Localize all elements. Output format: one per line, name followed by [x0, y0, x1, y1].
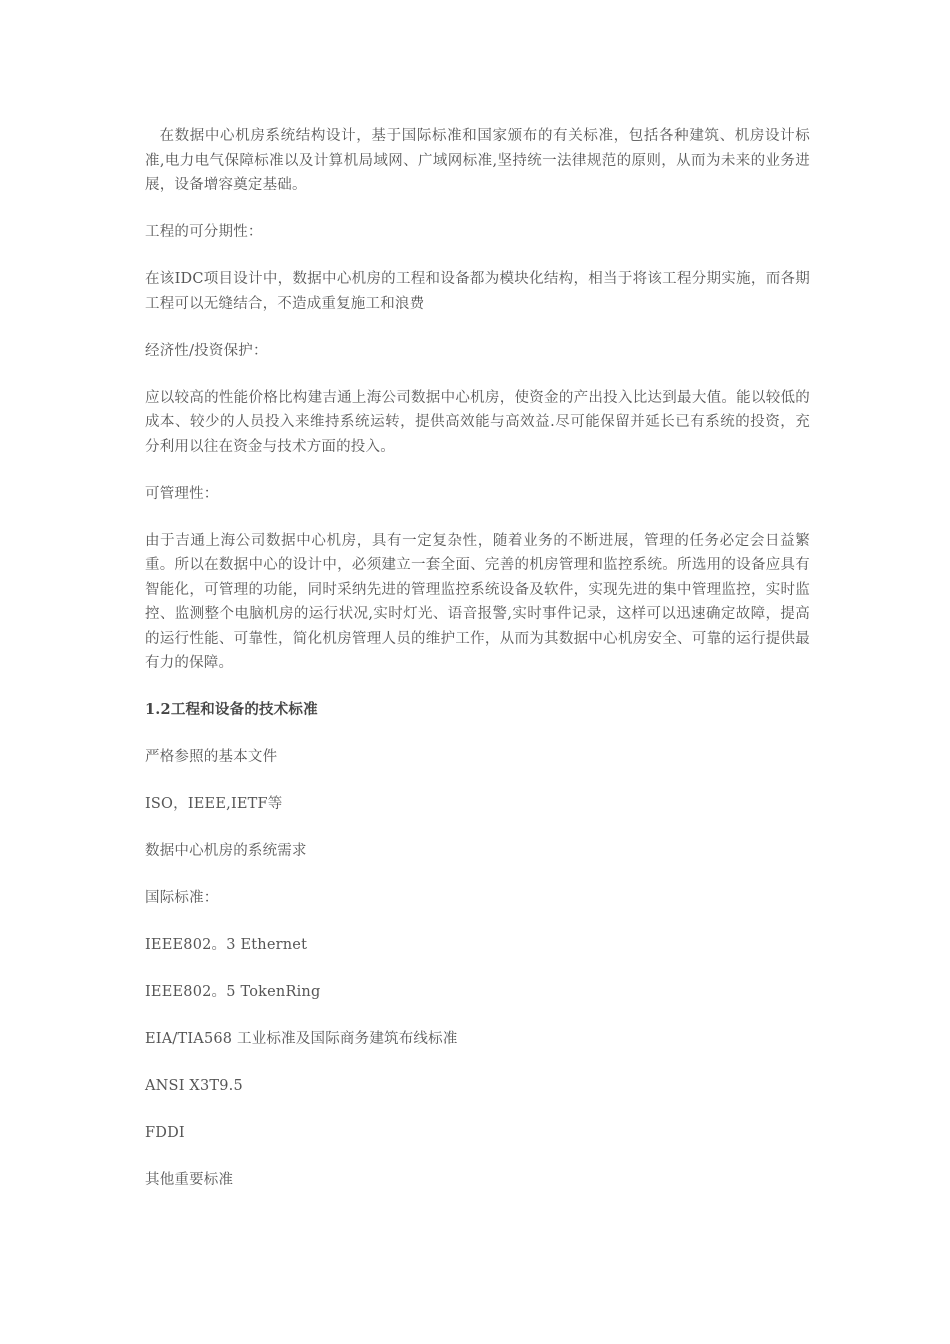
list-line: 严格参照的基本文件 — [145, 749, 278, 765]
list-line: 数据中心机房的系统需求 — [145, 843, 307, 859]
section-heading: 1.2工程和设备的技术标准 — [145, 701, 318, 718]
document-body — [145, 124, 810, 1215]
list-line: 其他重要标准 — [145, 1172, 234, 1188]
paragraph-design-standards: 在数据中心机房系统结构设计，基于国际标准和国家颁布的有关标准，包括各种建筑、机房设计标准,电力电气保障标准以及计算机局域网、广域网标准,坚持统一法律规范的原则，从而为未来的业务进展，设备增容奠定基础。 — [145, 128, 810, 193]
label-economy: 经济性/投资保护： — [145, 342, 268, 359]
list-line: FDDI — [145, 1125, 185, 1141]
list-line: IEEE802。3 Ethernet — [145, 937, 308, 953]
list-line: ANSI X3T9.5 — [145, 1078, 243, 1094]
list-line: ISO，IEEE,IETF等 — [145, 796, 283, 812]
paragraph-phasing: 在该IDC项目设计中，数据中心机房的工程和设备都为模块化结构，相当于将该工程分期实施，而各期工程可以无缝结合，不造成重复施工和浪费 — [145, 271, 810, 312]
paragraph-economy: 应以较高的性能价格比构建吉通上海公司数据中心机房，使资金的产出投入比达到最大值。能以较低的成本、较少的人员投入来维持系统运转，提供高效能与高效益.尽可能保留并延长已有系统的投资，充分利用以往在资金与技术方面的投入。 — [145, 389, 810, 455]
label-phasing: 工程的可分期性： — [145, 224, 263, 240]
paragraph-manageability: 由于吉通上海公司数据中心机房，具有一定复杂性，随着业务的不断进展，管理的任务必定会日益繁重。所以在数据中心的设计中，必须建立一套全面、完善的机房管理和监控系统。所选用的设备应具有智能化，可管理的功能，同时采纳先进的管理监控系统设备及软件，实现先进的集中管理监控，实时监控、监测整个电脑机房的运行状况,实时灯光、语音报警,实时事件记录，这样可以迅速确定故障，提高的运行性能、可靠性，简化机房管理人员的维护工作，从而为其数据中心机房安全、可靠的运行提供最有力的保障。 — [145, 532, 810, 671]
list-line: IEEE802。5 TokenRing — [145, 984, 321, 1000]
label-manageability: 可管理性： — [145, 485, 219, 502]
list-line: EIA/TIA568 工业标准及国际商务建筑布线标准 — [145, 1031, 458, 1047]
list-line: 国际标准： — [145, 890, 219, 906]
